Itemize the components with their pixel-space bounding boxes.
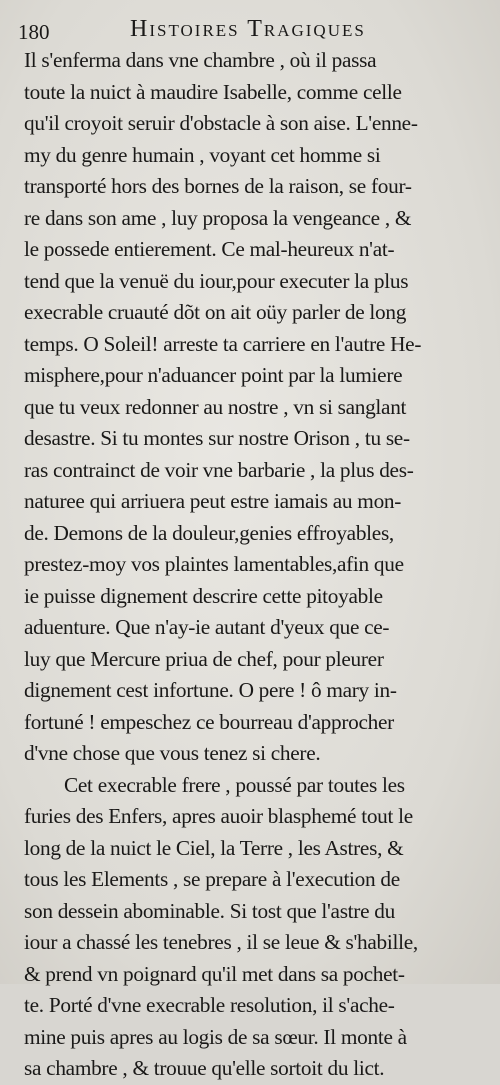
text-line: tend que la venuë du iour,pour executer la plus bbox=[24, 268, 409, 293]
text-line: te. Porté d'vne execrable resolution, il s'ache- bbox=[24, 993, 395, 1017]
text-line: ras contrainct de voir vne barbarie , la plus des- bbox=[24, 457, 414, 482]
text-line: aduenture. Que n'ay-ie autant d'yeux que ce- bbox=[24, 615, 390, 639]
text-line: sa chambre , & trouue qu'elle sortoit du lict. bbox=[24, 1056, 385, 1080]
text-line: mine puis apres au logis de sa sœur. Il monte à bbox=[24, 1024, 407, 1049]
page-number: 180 bbox=[18, 20, 50, 44]
text-line: toute la nuict à maudire Isabelle, comme celle bbox=[24, 79, 402, 104]
text-line: naturee qui arriuera peut estre iamais au mon- bbox=[24, 489, 402, 513]
text-line: Il s'enferma dans vne chambre , où il passa bbox=[24, 48, 377, 72]
text-line: furies des Enfers, apres auoir blasphemé tout le bbox=[24, 804, 413, 828]
text-line: re dans son ame , luy proposa la vengeance , & bbox=[24, 205, 412, 230]
running-head bbox=[18, 8, 486, 42]
text-line: misphere,pour n'aduancer point par la lumiere bbox=[24, 363, 403, 387]
text-line: dignement cest infortune. O pere ! ô mary in- bbox=[24, 678, 397, 702]
text-line: le possede entierement. Ce mal-heureux n'at- bbox=[24, 237, 395, 261]
text-line: temps. O Soleil! arreste ta carriere en l'autre He- bbox=[24, 331, 422, 356]
body-text bbox=[24, 45, 494, 1085]
text-line: son dessein abominable. Si tost que l'astre du bbox=[24, 898, 395, 923]
text-line: iour a chassé les tenebres , il se leue & s'habille, bbox=[24, 930, 418, 954]
text-line: long de la nuict le Ciel, la Terre , les Astres, & bbox=[24, 835, 404, 860]
text-line: qu'il croyoit seruir d'obstacle à son aise. L'enne- bbox=[24, 111, 418, 135]
text-line: de. Demons de la douleur,genies effroyables, bbox=[24, 520, 394, 545]
text-line: fortuné ! empeschez ce bourreau d'approcher bbox=[24, 709, 394, 734]
text-line: & prend vn poignard qu'il met dans sa pochet- bbox=[24, 961, 405, 986]
text-line: ie puisse dignement descrire cette pitoyable bbox=[24, 583, 383, 608]
text-line: que tu veux redonner au nostre , vn si sanglant bbox=[24, 394, 407, 419]
text-line: execrable cruauté dõt on ait oüy parler de long bbox=[24, 300, 407, 324]
text-line: my du genre humain , voyant cet homme si bbox=[24, 142, 381, 167]
text-line: d'vne chose que vous tenez si chere. bbox=[24, 741, 321, 765]
text-line: tous les Elements , se prepare à l'execution de bbox=[24, 867, 400, 891]
running-title: Histoires Tragiques bbox=[130, 16, 366, 42]
text-line: transporté hors des bornes de la raison, se four- bbox=[24, 174, 412, 198]
text-line: prestez-moy vos plaintes lamentables,afin que bbox=[24, 552, 404, 576]
text-line: luy que Mercure priua de chef, pour pleurer bbox=[24, 646, 384, 671]
text-line: desastre. Si tu montes sur nostre Orison , tu se- bbox=[24, 426, 410, 450]
paragraph-start-line: Cet execrable frere , poussé par toutes les bbox=[64, 772, 405, 797]
